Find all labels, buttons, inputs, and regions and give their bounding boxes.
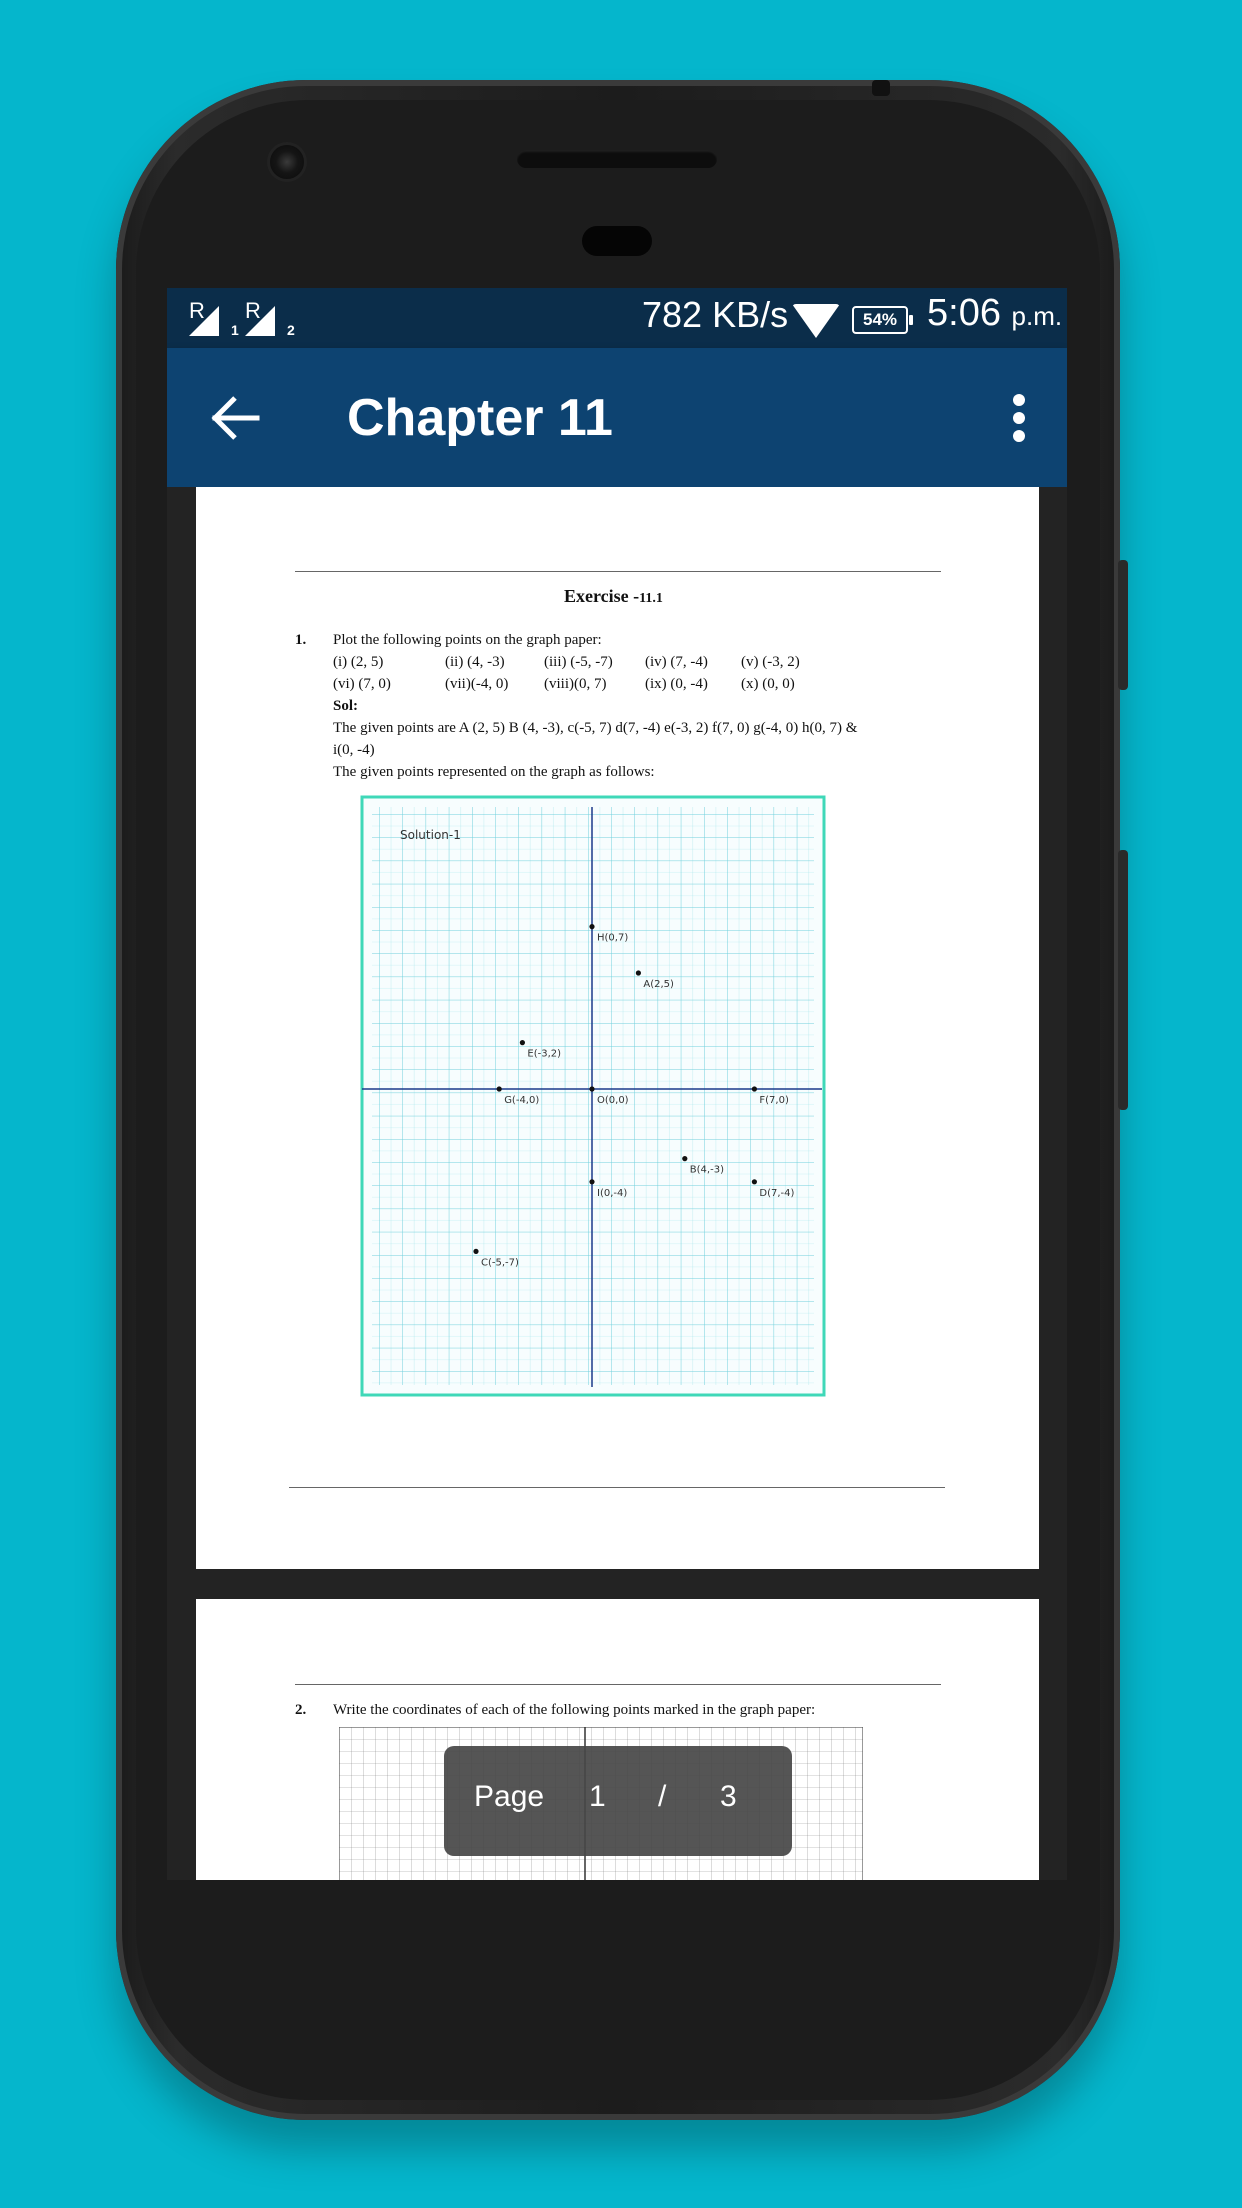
network-speed: 782 KB/s [642,294,789,335]
graph-point-label: D(7,-4) [759,1187,795,1199]
clock-time: 5:06 [927,292,1001,334]
point-item: (ii) (4, -3) [445,654,505,670]
point-item: (v) (-3, 2) [741,654,800,670]
point-item: (x) (0, 0) [741,676,795,692]
page-indicator [444,1746,792,1856]
solution-line: The given points represented on the graph as follows: [333,764,655,780]
page-title: Chapter 11 [347,389,613,447]
menu-dot [1013,412,1025,424]
sim2-label: R [245,298,261,323]
proximity-sensor [582,226,652,256]
graph-paper-image [356,791,830,1401]
graph-point [589,924,594,929]
question-text: Write the coordinates of each of the following points marked in the graph paper: [333,1702,816,1718]
graph-point-label: I(0,-4) [597,1187,628,1199]
graph-point-label: G(-4,0) [504,1095,540,1106]
graph-point [636,970,641,975]
pdf-viewer[interactable] [167,487,1067,1880]
graph-point-label: F(7,0) [759,1095,789,1106]
exercise-title-main: Exercise - [564,586,640,606]
point-item: (iii) (-5, -7) [544,654,613,670]
pdf-page-1 [196,487,1039,1569]
menu-dot [1013,394,1025,406]
graph-point-label: O(0,0) [597,1095,629,1106]
solution-line: i(0, -4) [333,742,375,758]
solution-label: Sol: [333,698,359,714]
graph-point-label: B(4,-3) [689,1164,724,1176]
signal-icon [245,306,275,336]
point-item: (vii)(-4, 0) [445,676,509,692]
earpiece-speaker [517,150,717,168]
graph-point [682,1156,687,1161]
top-notch-button [872,80,890,96]
point-item: (vi) (7, 0) [333,676,391,692]
point-item: (ix) (0, -4) [645,676,708,692]
front-camera [270,145,304,179]
graph-heading: Solution-1 [400,828,461,842]
page-indicator-label: Page [474,1780,545,1813]
exercise-title-number: 11.1 [639,591,663,606]
graph-point-label: H(0,7) [597,932,629,944]
wifi-icon [792,304,840,338]
exercise-title [564,585,663,610]
graph-point-label: A(2,5) [643,979,674,990]
status-bar [167,288,1067,348]
graph-point-label: C(-5,-7) [481,1257,519,1269]
page-indicator-separator: / [658,1780,667,1813]
graph-point [589,1086,594,1091]
sim2-slot: 2 [287,322,295,338]
menu-dot [1013,430,1025,442]
signal-icon [189,306,219,336]
graph-point [497,1086,502,1091]
header-rule [295,571,941,572]
graph-point-label: E(-3,2) [527,1048,562,1060]
volume-button [1118,850,1128,1110]
header-rule [295,1684,941,1685]
battery-percent: 54% [862,310,898,329]
question-text: Plot the following points on the graph paper: [333,632,602,648]
page-indicator-total: 3 [720,1780,737,1813]
point-item: (viii)(0, 7) [544,676,607,692]
more-vert-icon[interactable] [1003,388,1035,448]
solution-line: The given points are A (2, 5) B (4, -3), c(-5, 7) d(7, -4) e(-3, 2) f(7, 0) g(-4, 0) h(0, 7) & [333,720,858,736]
app-bar [167,348,1067,487]
clock [927,292,1062,335]
page-indicator-current: 1 [589,1780,606,1813]
point-item: (i) (2, 5) [333,654,384,670]
graph-point [752,1179,757,1184]
arrow-back-icon[interactable] [207,388,267,448]
power-button [1118,560,1128,690]
sim1-label: R [189,298,205,323]
graph-point [752,1086,757,1091]
question-number: 1. [295,632,307,648]
graph-point [589,1179,594,1184]
graph-point [473,1249,478,1254]
point-item: (iv) (7, -4) [645,654,708,670]
screen [167,288,1067,1880]
footer-rule [289,1487,945,1488]
graph-point [520,1040,525,1045]
sim1-slot: 1 [231,322,239,338]
battery-icon [852,306,908,334]
clock-ampm: p.m. [1011,301,1063,331]
question-number: 2. [295,1702,307,1718]
